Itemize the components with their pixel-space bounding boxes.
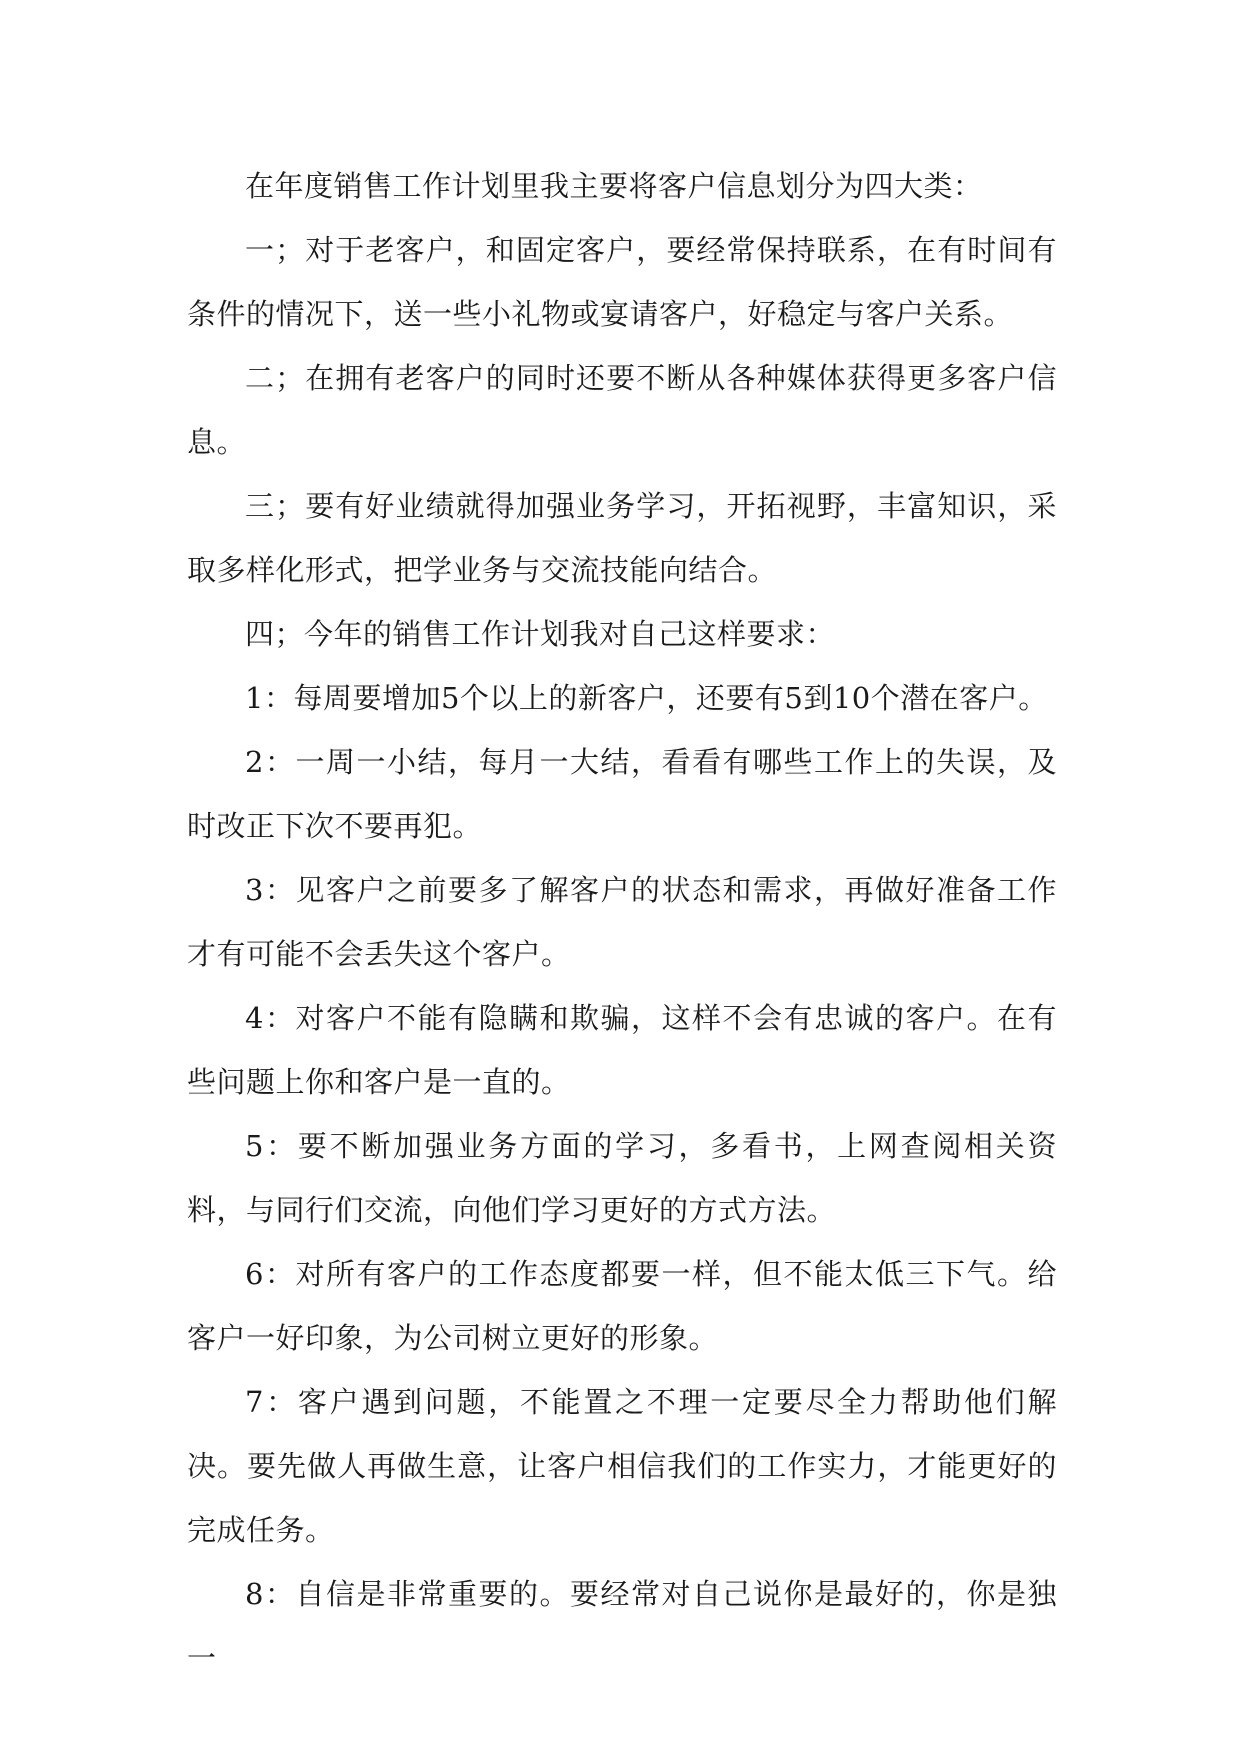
paragraph-item-8: 8：自信是非常重要的。要经常对自己说你是最好的，你是独一 xyxy=(187,1577,1057,1675)
paragraph-item-7: 7：客户遇到问题，不能置之不理一定要尽全力帮助他们解决。要先做人再做生意，让客户相信我们的工作实力，才能更好的完成任务。 xyxy=(187,1385,1057,1547)
paragraph-item-4: 4：对客户不能有隐瞒和欺骗，这样不会有忠诚的客户。在有些问题上你和客户是一直的。 xyxy=(187,1001,1057,1099)
paragraph-item-2: 2：一周一小结，每月一大结，看看有哪些工作上的失误，及时改正下次不要再犯。 xyxy=(187,745,1057,843)
paragraph-category-2: 二；在拥有老客户的同时还要不断从各种媒体获得更多客户信息。 xyxy=(187,361,1057,459)
paragraph-intro: 在年度销售工作计划里我主要将客户信息划分为四大类： xyxy=(245,169,983,203)
document-body xyxy=(187,154,1057,1690)
paragraph-item-1: 1：每周要增加5个以上的新客户，还要有5到10个潜在客户。 xyxy=(245,681,1048,715)
paragraph-category-4: 四；今年的销售工作计划我对自己这样要求： xyxy=(245,617,836,651)
paragraph-item-6: 6：对所有客户的工作态度都要一样，但不能太低三下气。给客户一好印象，为公司树立更好的形象。 xyxy=(187,1257,1057,1355)
paragraph-category-3: 三；要有好业绩就得加强业务学习，开拓视野，丰富知识，采取多样化形式，把学业务与交流技能向结合。 xyxy=(187,489,1057,587)
paragraph-category-1: 一；对于老客户，和固定客户，要经常保持联系，在有时间有条件的情况下，送一些小礼物或宴请客户，好稳定与客户关系。 xyxy=(187,233,1057,331)
paragraph-item-5: 5：要不断加强业务方面的学习，多看书，上网查阅相关资料，与同行们交流，向他们学习更好的方式方法。 xyxy=(187,1129,1057,1227)
paragraph-item-3: 3：见客户之前要多了解客户的状态和需求，再做好准备工作才有可能不会丢失这个客户。 xyxy=(187,873,1057,971)
